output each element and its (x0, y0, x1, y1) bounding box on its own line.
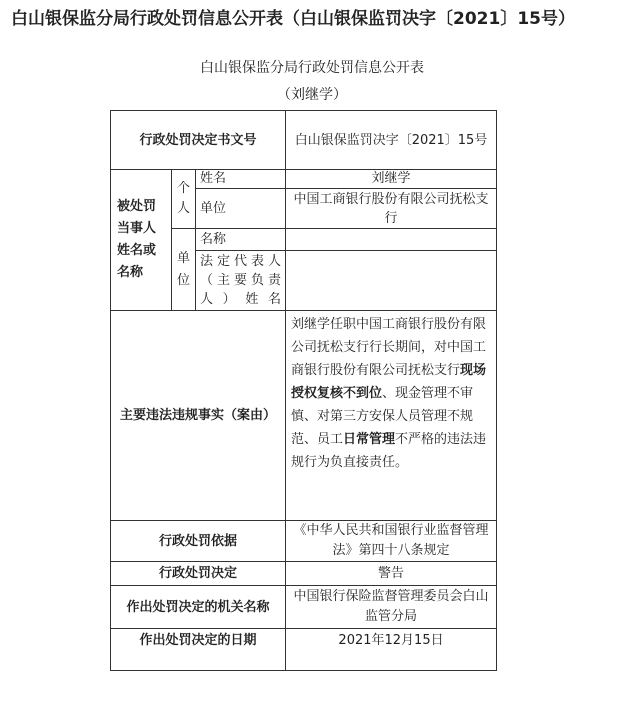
facts-text-3: 不严格的违法违规行为负直接责任。 (291, 432, 487, 470)
document-subtitle: （刘继学） (277, 87, 347, 103)
facts-label: 主要违法违规事实（案由） (111, 311, 286, 521)
facts-text-2: 、现金管理不审慎、对第三方安保人员管理不规范、员工 (291, 386, 474, 447)
document-title: 白山银保监分局行政处罚信息公开表 (200, 60, 424, 76)
authority-row (111, 586, 497, 629)
authority-label: 作出处罚决定的机关名称 (111, 586, 286, 629)
date-row (111, 629, 497, 671)
entity-rep-label: 法定代表人（主要负责人）姓名 (196, 251, 286, 311)
individual-name-value: 刘继学 (286, 170, 497, 189)
individual-name-row (111, 170, 497, 189)
basis-value: 《中华人民共和国银行业监督管理法》第四十八条规定 (286, 521, 497, 562)
individual-unit-value: 中国工商银行股份有限公司抚松支行 (286, 189, 497, 229)
facts-bold-2: 日常管理 (343, 432, 396, 447)
facts-text-1: 刘继学任职中国工商银行股份有限公司抚松支行行长期间，对中国工商银行股份有限公司抚松支行 (291, 317, 487, 378)
individual-label: 个人 (172, 170, 196, 229)
entity-name-label: 名称 (196, 229, 286, 251)
decision-number-label: 行政处罚决定书文号 (111, 111, 286, 170)
penalty-info-table (110, 110, 497, 671)
decision-value: 警告 (286, 562, 497, 586)
facts-bold-1: 现场授权复核不到位 (291, 363, 487, 401)
page-heading: 白山银保监分局行政处罚信息公开表（白山银保监罚决字〔2021〕15号） (11, 9, 575, 29)
entity-label: 单位 (172, 229, 196, 311)
party-label: 被处罚当事人姓名或名称 (111, 170, 172, 311)
facts-value (286, 311, 497, 521)
date-label: 作出处罚决定的日期 (111, 629, 286, 671)
decision-number-value: 白山银保监罚决字〔2021〕15号 (286, 111, 497, 170)
date-value: 2021年12月15日 (286, 629, 497, 671)
basis-label: 行政处罚依据 (111, 521, 286, 562)
entity-name-value (286, 229, 497, 251)
entity-rep-value (286, 251, 497, 311)
decision-label: 行政处罚决定 (111, 562, 286, 586)
authority-value: 中国银行保险监督管理委员会白山监管分局 (286, 586, 497, 629)
decision-number-row (111, 111, 497, 170)
decision-row (111, 562, 497, 586)
individual-unit-label: 单位 (196, 189, 286, 229)
facts-row (111, 311, 497, 521)
basis-row (111, 521, 497, 562)
individual-name-label: 姓名 (196, 170, 286, 189)
